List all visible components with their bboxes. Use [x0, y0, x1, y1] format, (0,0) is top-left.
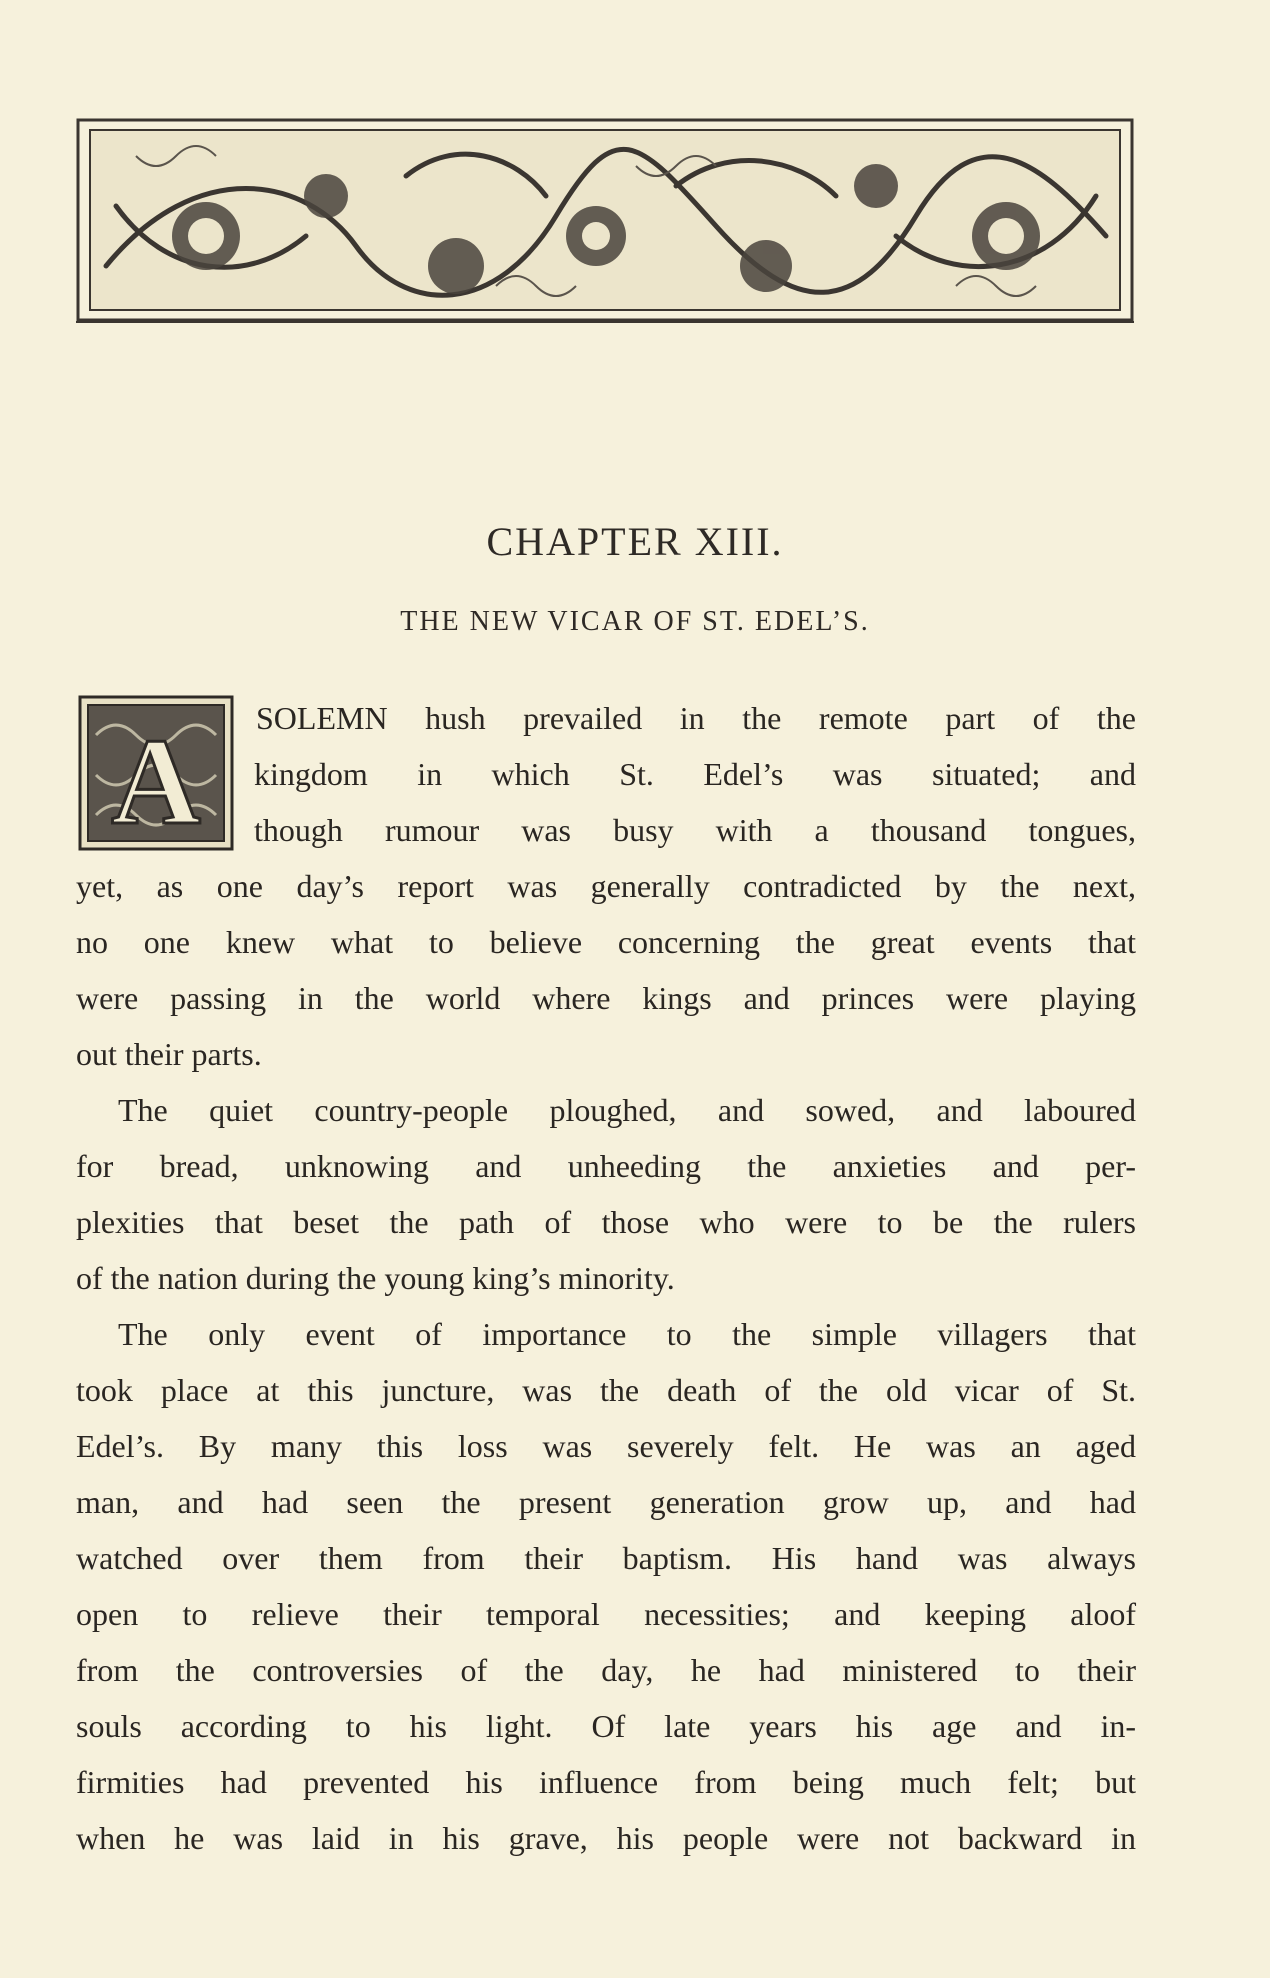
text-line: though rumour was busy with a thousand tongues,	[254, 812, 1136, 848]
text-line: when he was laid in his grave, his people were not backward in	[76, 1820, 1136, 1856]
text-line: from the controversies of the day, he had ministered to their	[76, 1652, 1136, 1688]
ornamental-headpiece	[76, 116, 1134, 328]
text-line: took place at this juncture, was the death of the old vicar of St.	[76, 1372, 1136, 1408]
text-line: plexities that beset the path of those who were to be the rulers	[76, 1204, 1136, 1240]
text-line: open to relieve their temporal necessities; and keeping aloof	[76, 1596, 1136, 1632]
headpiece-illustration	[76, 116, 1134, 328]
text-line: no one knew what to believe concerning the great events that	[76, 924, 1136, 960]
text-line: man, and had seen the present generation grow up, and had	[76, 1484, 1136, 1520]
text-line: firmities had prevented his influence from being much felt; but	[76, 1764, 1136, 1800]
text-line: out their parts.	[76, 1036, 262, 1072]
text-line: were passing in the world where kings and princes were playing	[76, 980, 1136, 1016]
text-line: Edel’s. By many this loss was severely felt. He was an aged	[76, 1428, 1136, 1464]
text-line: for bread, unknowing and unheeding the anxieties and per-	[76, 1148, 1136, 1184]
text-line: souls according to his light. Of late years his age and in-	[76, 1708, 1136, 1744]
drop-cap-letter: A	[111, 713, 201, 850]
text-line: kingdom in which St. Edel’s was situated; and	[254, 756, 1136, 792]
text-line: The quiet country-people ploughed, and sowed, and laboured	[118, 1092, 1136, 1128]
text-line: yet, as one day’s report was generally contradicted by the next,	[76, 868, 1136, 904]
text-line: watched over them from their baptism. His hand was always	[76, 1540, 1136, 1576]
chapter-subtitle: THE NEW VICAR OF ST. EDEL’S.	[400, 606, 870, 637]
text-line: SOLEMN hush prevailed in the remote part of the	[256, 700, 1136, 736]
chapter-title: CHAPTER XIII.	[486, 519, 784, 564]
text-line: of the nation during the young king’s minority.	[76, 1260, 675, 1296]
text-line: The only event of importance to the simple villagers that	[118, 1316, 1136, 1352]
chapter-body	[76, 690, 1136, 1866]
